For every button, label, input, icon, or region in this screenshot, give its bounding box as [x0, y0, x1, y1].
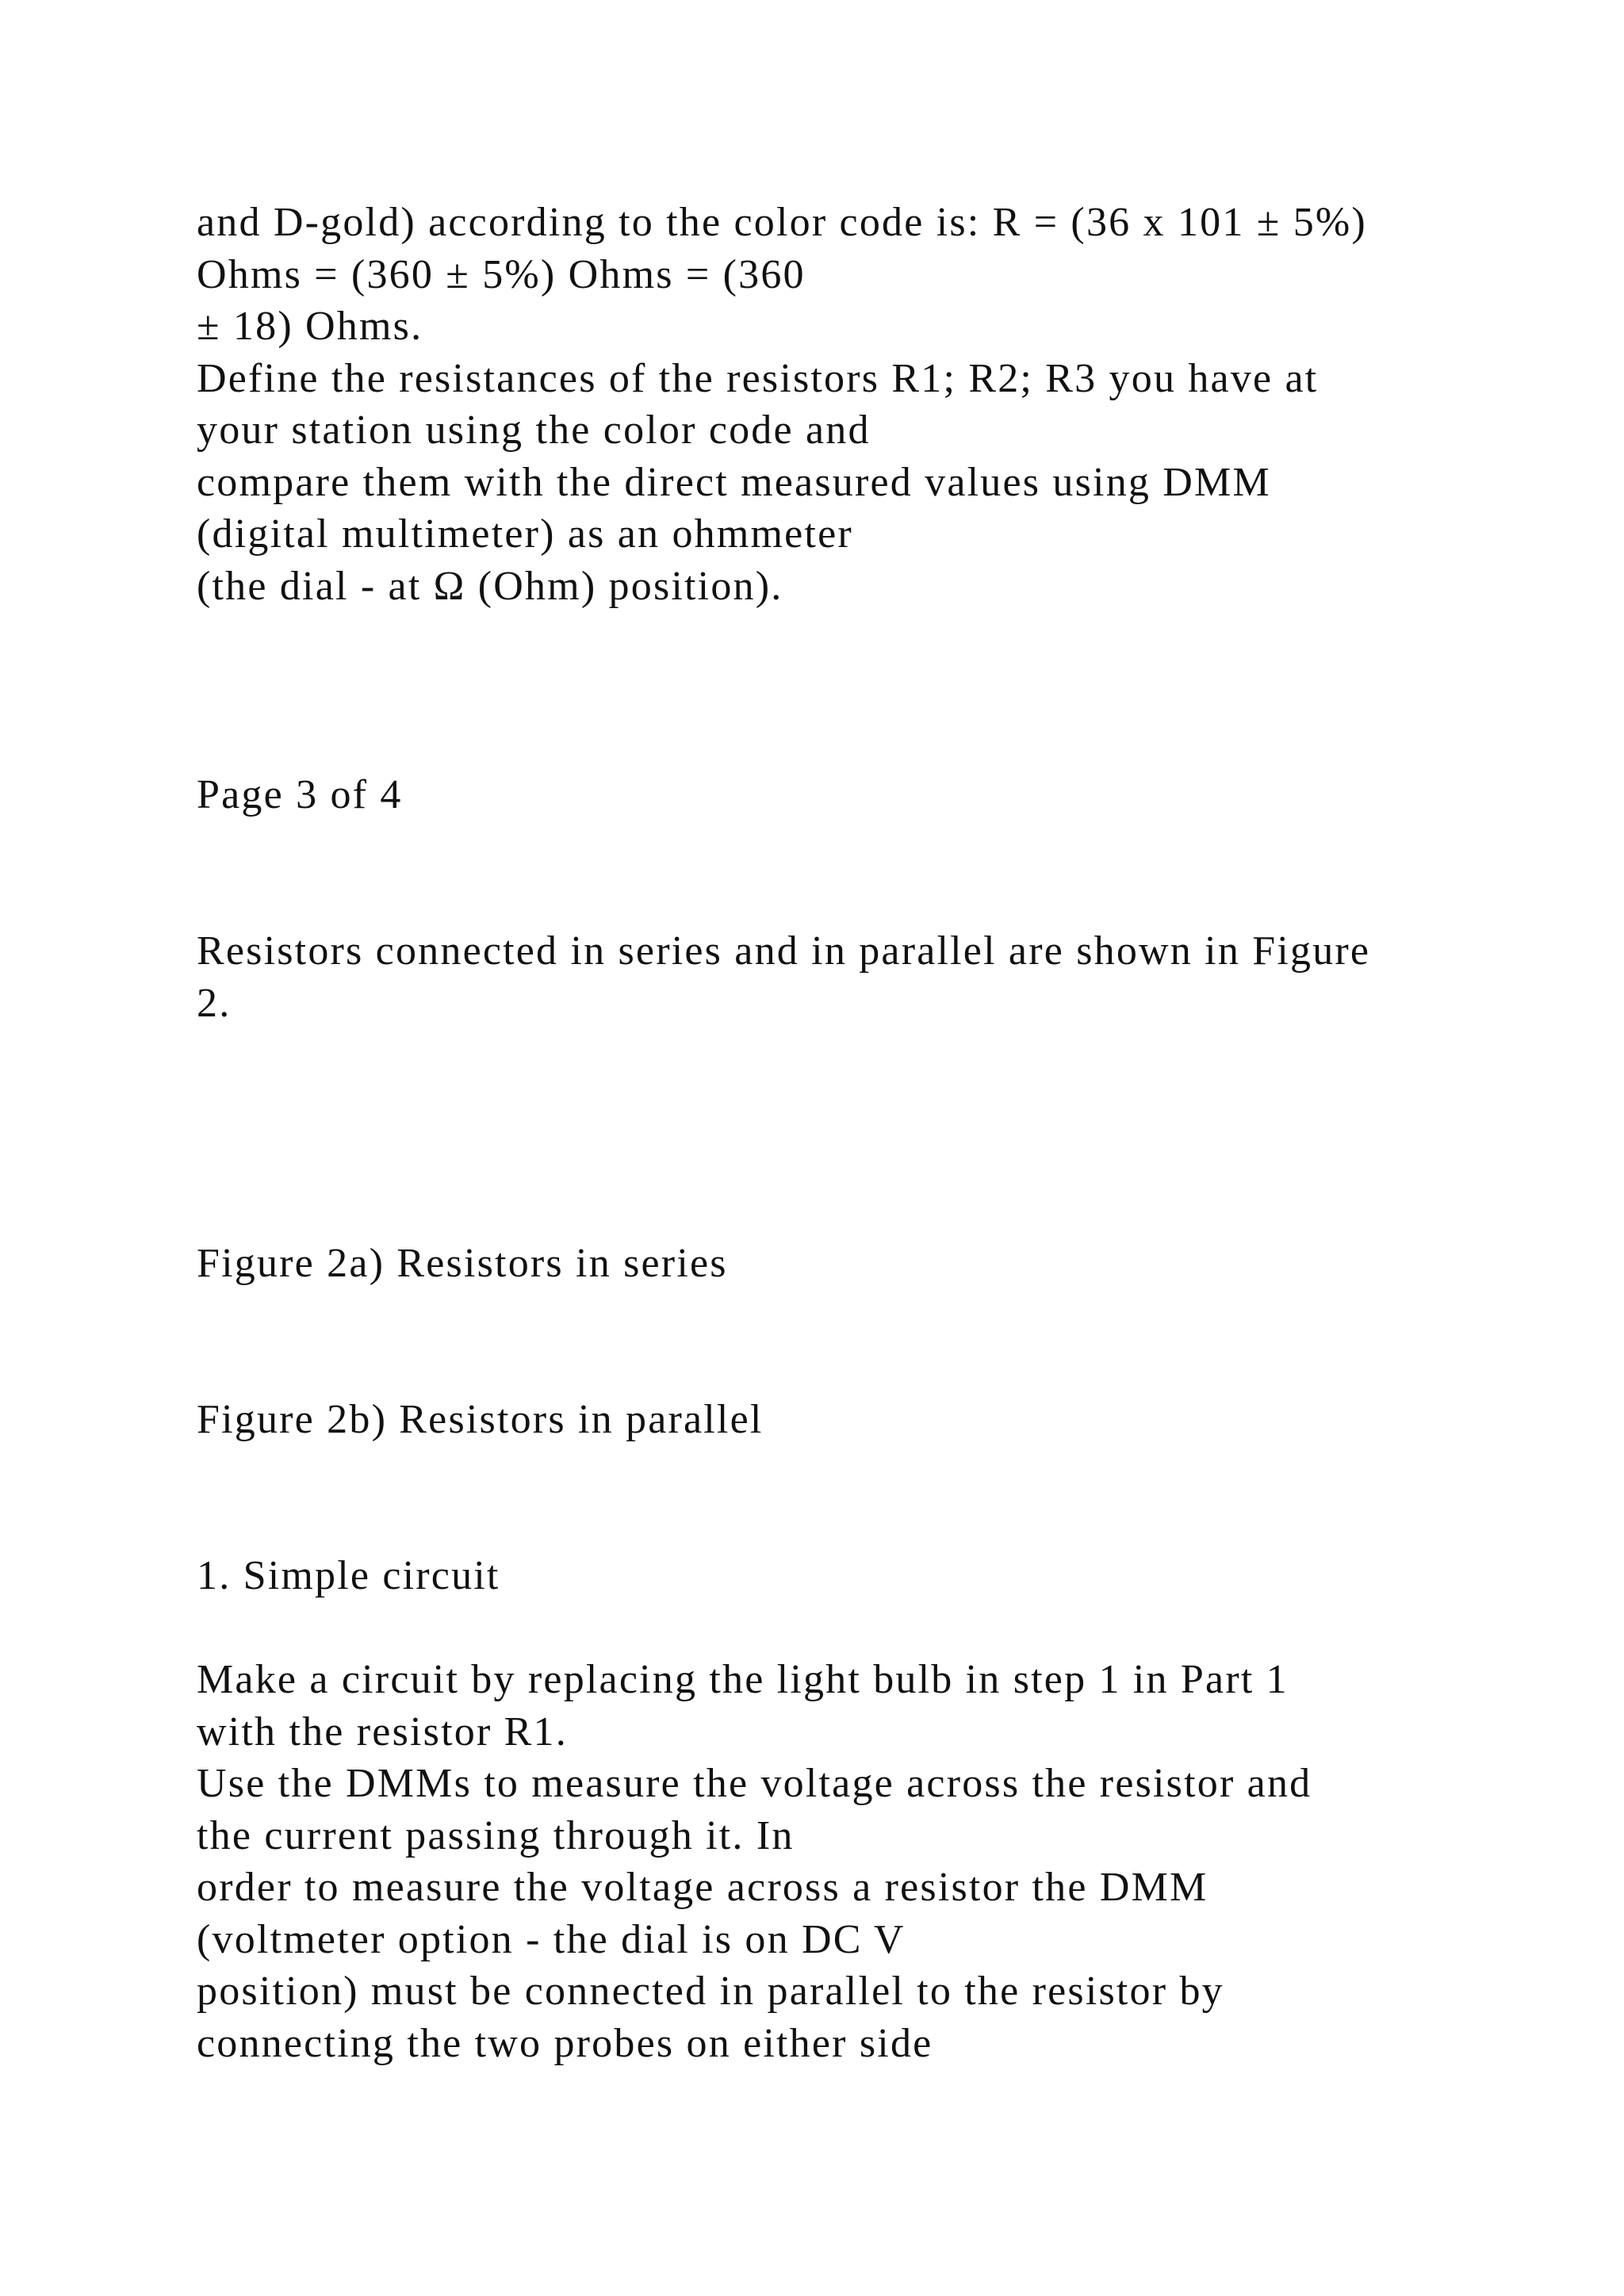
section-heading — [197, 1550, 1561, 1602]
text-line: (voltmeter option - the dial is on DC V — [197, 1916, 906, 1962]
text-line: Resistors connected in series and in parallel are shown in Figure — [197, 928, 1371, 974]
section-paragraph — [197, 1654, 1561, 2069]
text-line: Make a circuit by replacing the light bulb in step 1 in Part 1 — [197, 1657, 1289, 1702]
text-line: (the dial - at Ω (Ohm) position). — [197, 563, 783, 609]
caption-text: Figure 2a) Resistors in series — [197, 1241, 728, 1286]
text-line: (digital multimeter) as an ohmmeter — [197, 511, 853, 557]
text-line: the current passing through it. In — [197, 1812, 795, 1858]
page-number-text: Page 3 of 4 — [197, 772, 403, 817]
text-line: ± 18) Ohms. — [197, 304, 423, 349]
intro-paragraph — [197, 197, 1561, 612]
text-line: with the resistor R1. — [197, 1709, 568, 1755]
text-line: and D-gold) according to the color code is: R = (36 x 101 ± 5%) — [197, 200, 1367, 245]
text-line: Ohms = (360 ± 5%) Ohms = (360 — [197, 251, 806, 297]
text-line: compare them with the direct measured values using DMM — [197, 459, 1271, 505]
text-line: order to measure the voltage across a resistor the DMM — [197, 1865, 1208, 1910]
text-line: position) must be connected in parallel to the resistor by — [197, 1969, 1224, 2014]
text-line: Define the resistances of the resistors R1; R2; R3 you have at — [197, 355, 1319, 401]
figure-2a-caption — [197, 1238, 1561, 1290]
page-number — [197, 769, 1561, 821]
text-line: your station using the color code and — [197, 408, 871, 453]
text-line: Use the DMMs to measure the voltage across the resistor and — [197, 1761, 1312, 1806]
text-line: 2. — [197, 980, 232, 1026]
text-line: connecting the two probes on either side — [197, 2020, 933, 2066]
figure-2b-caption — [197, 1394, 1561, 1446]
figure-intro-paragraph — [197, 925, 1561, 1029]
caption-text: Figure 2b) Resistors in parallel — [197, 1397, 764, 1442]
heading-text: 1. Simple circuit — [197, 1553, 500, 1598]
